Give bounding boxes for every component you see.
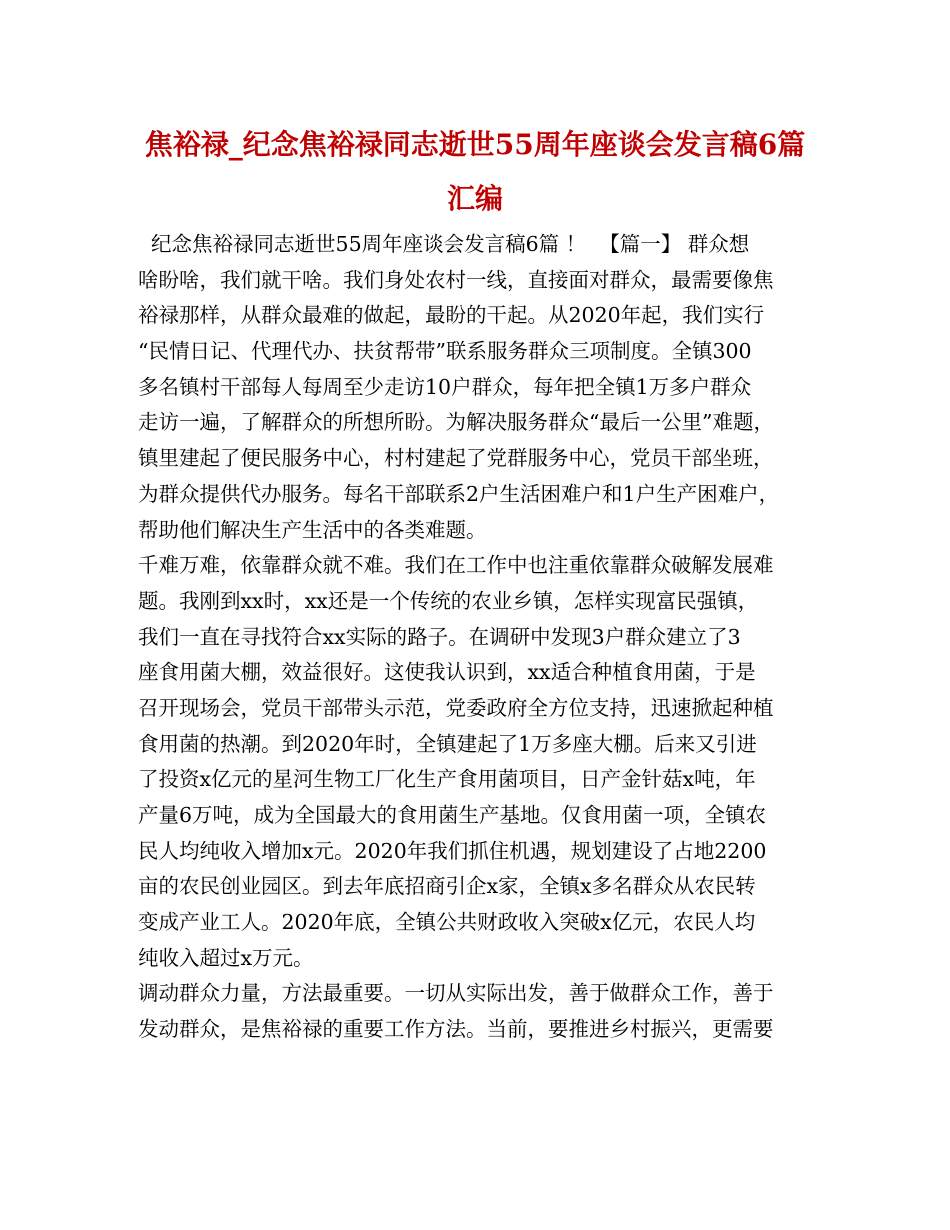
document-body bbox=[138, 227, 828, 1048]
body-line: 产量6万吨，成为全国最大的食用菌生产基地。仅食用菌一项，全镇农 bbox=[138, 803, 767, 827]
body-line: 裕禄那样，从群众最难的做起，最盼的干起。从2020年起，我们实行 bbox=[138, 303, 765, 328]
body-line: 多名镇村干部每人每周至少走访10户群众，每年把全镇1万多户群众 bbox=[138, 374, 752, 399]
body-line: 千难万难，依靠群众就不难。我们在工作中也注重依靠群众破解发展难 bbox=[138, 553, 774, 578]
body-line: 调动群众力量，方法最重要。一切从实际出发，善于做群众工作，善于 bbox=[138, 981, 774, 1006]
body-line: 了投资x亿元的星河生物工厂化生产食用菌项目，日产金针菇x吨，年 bbox=[138, 767, 756, 792]
body-line: 民人均纯收入增加x元。2020年我们抓住机遇，规划建设了占地2200 bbox=[138, 838, 767, 863]
body-line: “民情日记、代理代办、扶贫帮带”联系服务群众三项制度。全镇300 bbox=[138, 339, 752, 364]
body-line: 纯收入超过x万元。 bbox=[138, 945, 314, 970]
body-line: 发动群众，是焦裕禄的重要工作方法。当前，要推进乡村振兴，更需要 bbox=[138, 1017, 774, 1042]
body-line: 走访一遍，了解群众的所想所盼。为解决服务群众“最后一公里”难题， bbox=[138, 410, 774, 435]
body-line: 纪念焦裕禄同志逝世55周年座谈会发言稿6篇 ！ 【篇一】 群众想 bbox=[138, 232, 750, 256]
body-line: 帮助他们解决生产生活中的各类难题。 bbox=[138, 517, 487, 542]
body-line: 镇里建起了便民服务中心，村村建起了党群服务中心，党员干部坐班， bbox=[138, 446, 774, 471]
body-line: 我们一直在寻找符合xx实际的路子。在调研中发现3户群众建立了3 bbox=[138, 624, 741, 649]
document-title-line-1: 焦裕禄_纪念焦裕禄同志逝世55周年座谈会发言稿6篇 bbox=[144, 128, 806, 161]
body-line: 啥盼啥，我们就干啥。我们身处农村一线，直接面对群众，最需要像焦 bbox=[138, 267, 774, 292]
body-line: 食用菌的热潮。到2020年时，全镇建起了1万多座大棚。后来又引进 bbox=[138, 731, 757, 756]
body-line: 座食用菌大棚，效益很好。这使我认识到，xx适合种植食用菌，于是 bbox=[138, 660, 756, 685]
body-line: 为群众提供代办服务。每名干部联系2户生活困难户和1户生产困难户， bbox=[138, 481, 780, 506]
document-title-line-2: 汇编 bbox=[446, 182, 503, 215]
body-line: 变成产业工人。2020年底，全镇公共财政收入突破x亿元，农民人均 bbox=[138, 910, 756, 935]
body-line: 题。我刚到xx时，xx还是一个传统的农业乡镇，怎样实现富民强镇， bbox=[138, 588, 759, 613]
body-line: 亩的农民创业园区。到去年底招商引企x家，全镇x多名群众从农民转 bbox=[138, 874, 756, 899]
body-line: 召开现场会，党员干部带头示范，党委政府全方位支持，迅速掀起种植 bbox=[138, 695, 774, 720]
